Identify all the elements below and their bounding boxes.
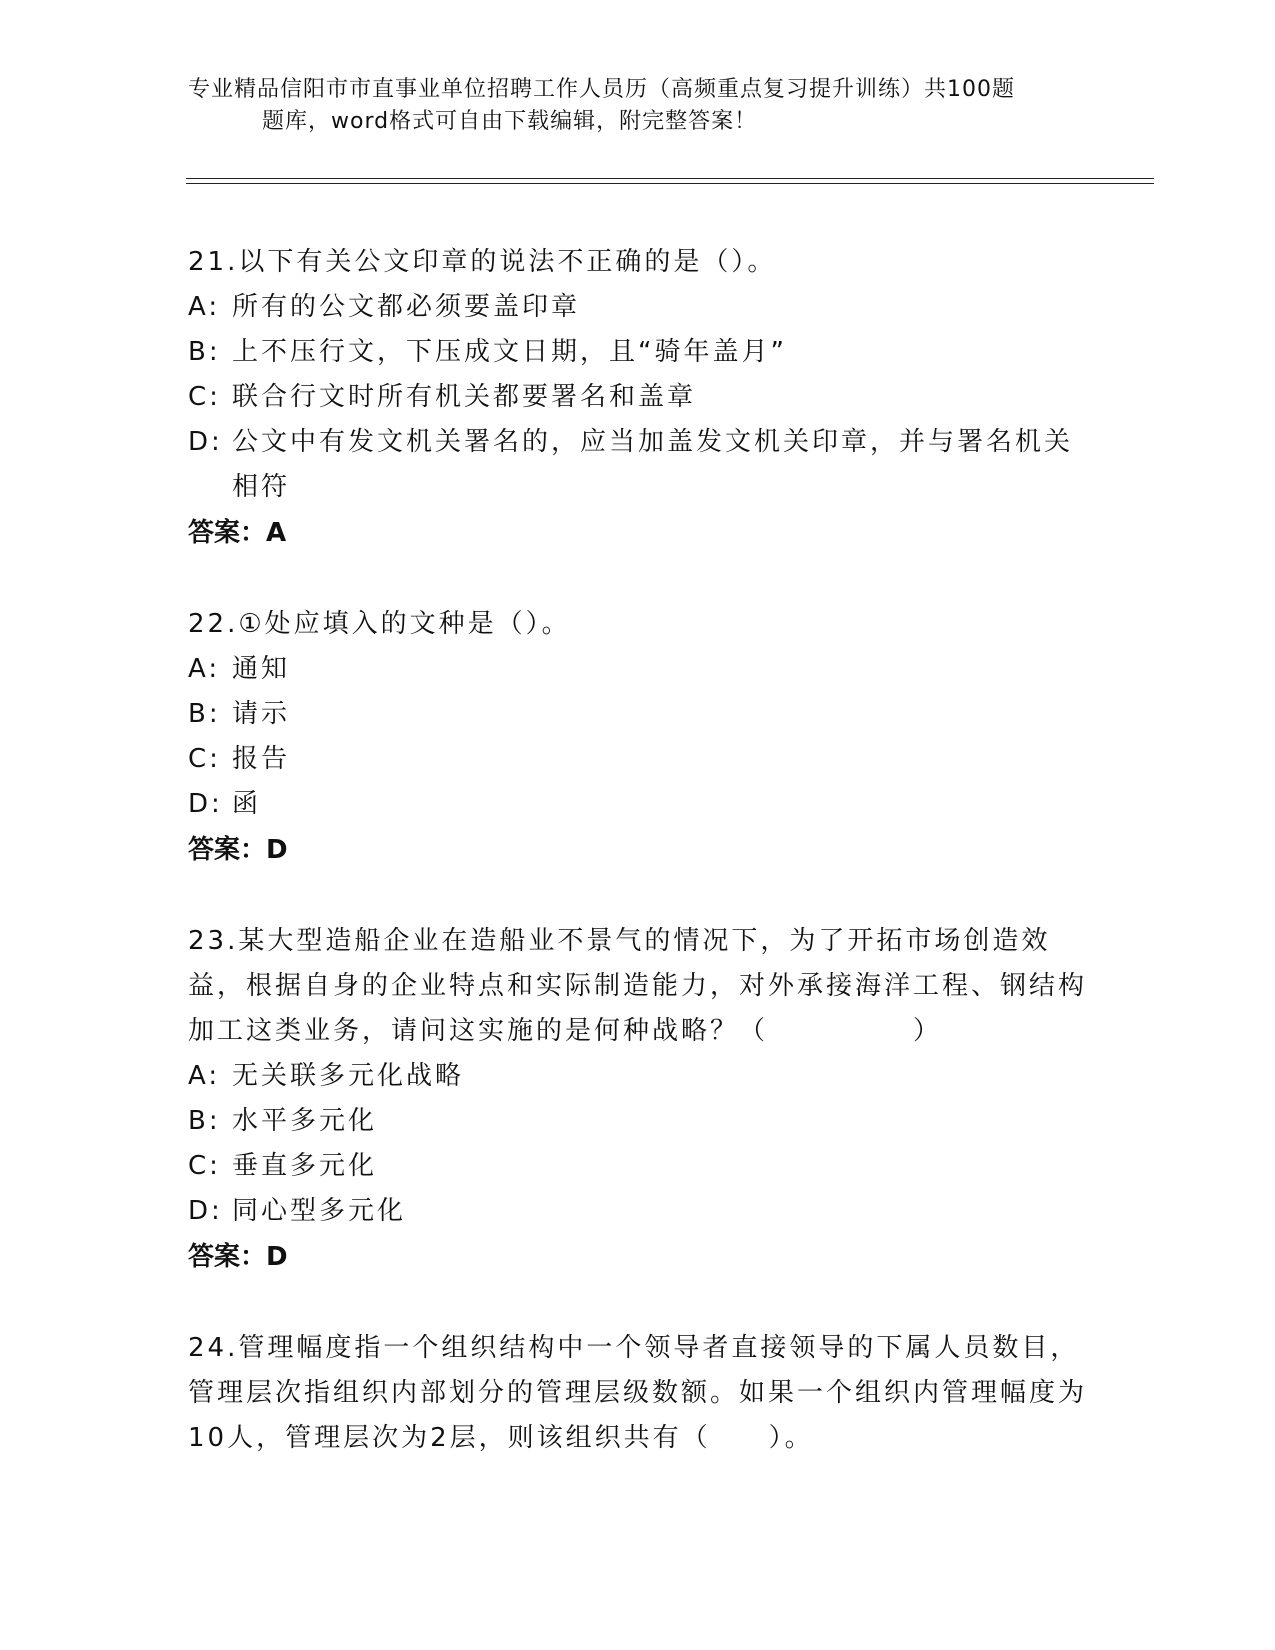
header-divider-bottom xyxy=(186,183,1154,184)
answer: 答案：D xyxy=(188,1242,288,1272)
question-23 xyxy=(188,919,1088,1280)
question-stem: 21.以下有关公文印章的说法不正确的是（）。 xyxy=(188,247,777,277)
question-stem: 23.某大型造船企业在造船业不景气的情况下，为了开拓市场创造效益，根据自身的企业特点和实际制造能力，对外承接海洋工程、钢结构加工这类业务，请问这实施的是何种战略？（ ） xyxy=(188,926,1088,1046)
option-a xyxy=(188,647,1088,692)
option-text: 水平多元化 xyxy=(232,1106,378,1136)
option-text: 上不压行文，下压成文日期，且“骑年盖月” xyxy=(232,337,787,367)
option-d xyxy=(188,782,1088,827)
option-text: 垂直多元化 xyxy=(232,1151,378,1181)
option-key: B: xyxy=(188,337,221,367)
question-list xyxy=(188,240,1088,1507)
option-b xyxy=(188,692,1088,737)
option-d xyxy=(188,1189,1088,1234)
option-key: C: xyxy=(188,382,221,412)
option-text: 函 xyxy=(232,789,262,819)
option-c xyxy=(188,375,1088,420)
option-key: C: xyxy=(188,744,221,774)
option-a xyxy=(188,1054,1088,1099)
option-text: 通知 xyxy=(232,654,291,684)
option-text: 同心型多元化 xyxy=(232,1196,407,1226)
option-key: B: xyxy=(188,699,221,729)
header-title-line-2: 题库，word格式可自由下载编辑，附完整答案！ xyxy=(262,109,758,134)
option-text: 联合行文时所有机关都要署名和盖章 xyxy=(232,382,697,412)
answer: 答案：A xyxy=(188,518,287,548)
question-24 xyxy=(188,1326,1088,1461)
option-text: 公文中有发文机关署名的，应当加盖发文机关印章，并与署名机关相符 xyxy=(232,427,1074,502)
option-d xyxy=(188,420,1088,510)
option-b xyxy=(188,1099,1088,1144)
question-21 xyxy=(188,240,1088,556)
option-text: 无关联多元化战略 xyxy=(232,1061,465,1091)
question-stem: 22.①处应填入的文种是（）。 xyxy=(188,609,571,639)
option-text: 所有的公文都必须要盖印章 xyxy=(232,292,581,322)
option-text: 请示 xyxy=(232,699,291,729)
option-key: A: xyxy=(188,654,221,684)
option-b xyxy=(188,330,1088,375)
option-key: D: xyxy=(188,1196,223,1226)
option-key: D: xyxy=(188,427,223,457)
question-stem: 24.管理幅度指一个组织结构中一个领导者直接领导的下属人员数目，管理层次指组织内部划分的管理层级数额。如果一个组织内管理幅度为10人，管理层次为2层，则该组织共有（ ）。 xyxy=(188,1333,1088,1453)
option-key: A: xyxy=(188,1061,221,1091)
option-a xyxy=(188,285,1088,330)
option-key: B: xyxy=(188,1106,221,1136)
option-key: A: xyxy=(188,292,221,322)
header-divider-top xyxy=(186,178,1154,179)
answer: 答案：D xyxy=(188,835,288,865)
option-key: C: xyxy=(188,1151,221,1181)
option-c xyxy=(188,737,1088,782)
header-title-line-1: 专业精品信阳市市直事业单位招聘工作人员历（高频重点复习提升训练）共100题 xyxy=(188,77,1015,102)
option-key: D: xyxy=(188,789,223,819)
question-22 xyxy=(188,602,1088,873)
option-text: 报告 xyxy=(232,744,291,774)
option-c xyxy=(188,1144,1088,1189)
